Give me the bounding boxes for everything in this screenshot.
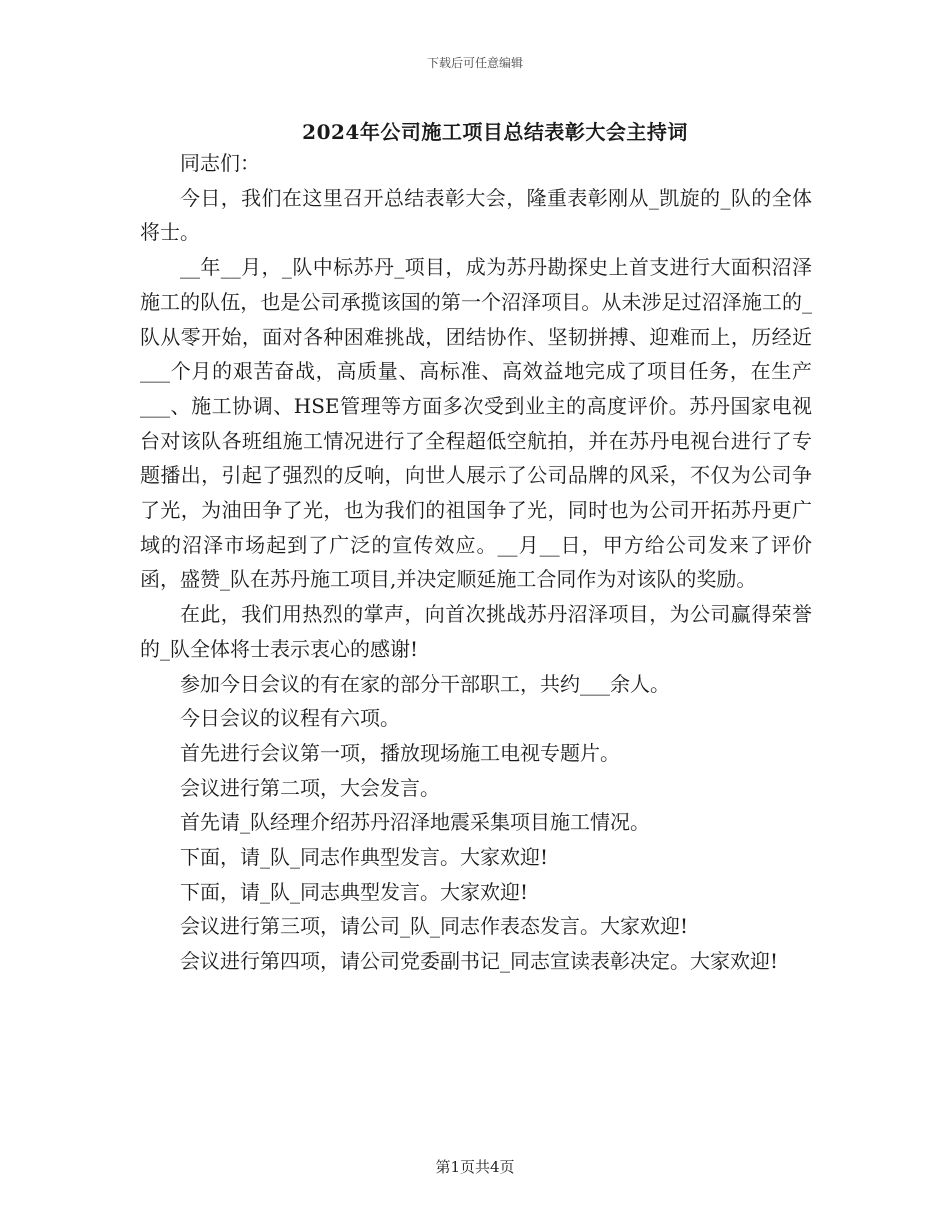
paragraph-salutation: 同志们： [180,151,260,175]
paragraph-thanks: 在此，我们用热烈的掌声，向首次挑战苏丹沼泽项目，为公司赢得荣誉的_队全体将士表示衷心的感谢! [140,602,812,661]
paragraph-agenda-item-3: 会议进行第三项，请公司_队_同志作表态发言。大家欢迎! [180,914,689,939]
paragraph-agenda-count: 今日会议的议程有六项。 [180,706,400,731]
paragraph-attendance: 参加今日会议的有在家的部分干部职工，共约___余人。 [180,671,670,696]
document-title: 2024年公司施工项目总结表彰大会主持词 [302,120,688,144]
paragraph-agenda-item-1: 首先进行会议第一项，播放现场施工电视专题片。 [180,740,620,765]
paragraph-project-summary: __年__月，_队中标苏丹_项目，成为苏丹勘探史上首支进行大面积沼泽施工的队伍，也是公司承揽该国的第一个沼泽项目。从未涉足过沼泽施工的_队从零开始，面对各种困难挑战，团结协作、坚韧拼搏、迎难而上，历经近___个月的艰苦奋战，高质量、高标准、高效益地完成了项目任务，在生产___、施工协调、HSE管理等方面多次受到业主的高度评价。苏丹国家电视台对该队各班组施工情况进行了全程超低空航拍，并在苏丹电视台进行了专题播出，引起了强烈的反响，向世人展示了公司品牌的风采，不仅为公司争了光，为油田争了光，也为我们的祖国争了光，同时也为公司开拓苏丹更广域的沼泽市场起到了广泛的宣传效应。__月__日，甲方给公司发来了评价函，盛赞_队在苏丹施工项目,并决定顺延施工合同作为对该队的奖励。 [140,255,812,592]
paragraph-agenda-item-4: 会议进行第四项，请公司党委副书记_同志宣读表彰决定。大家欢迎! [180,949,779,974]
paragraph-agenda-item-2: 会议进行第二项，大会发言。 [180,775,440,800]
paragraph-opening: 今日，我们在这里召开总结表彰大会，隆重表彰刚从_凯旋的_队的全体将士。 [140,185,812,245]
header-note: 下载后可任意编辑 [426,56,523,70]
paragraph-speech-2: 下面，请_队_同志典型发言。大家欢迎! [180,879,529,904]
document-body [140,146,812,979]
page-number: 第1页共4页 [435,1158,515,1176]
paragraph-manager-report: 首先请_队经理介绍苏丹沼泽地震采集项目施工情况。 [180,810,650,835]
paragraph-speech-1: 下面，请_队_同志作典型发言。大家欢迎! [180,845,549,870]
